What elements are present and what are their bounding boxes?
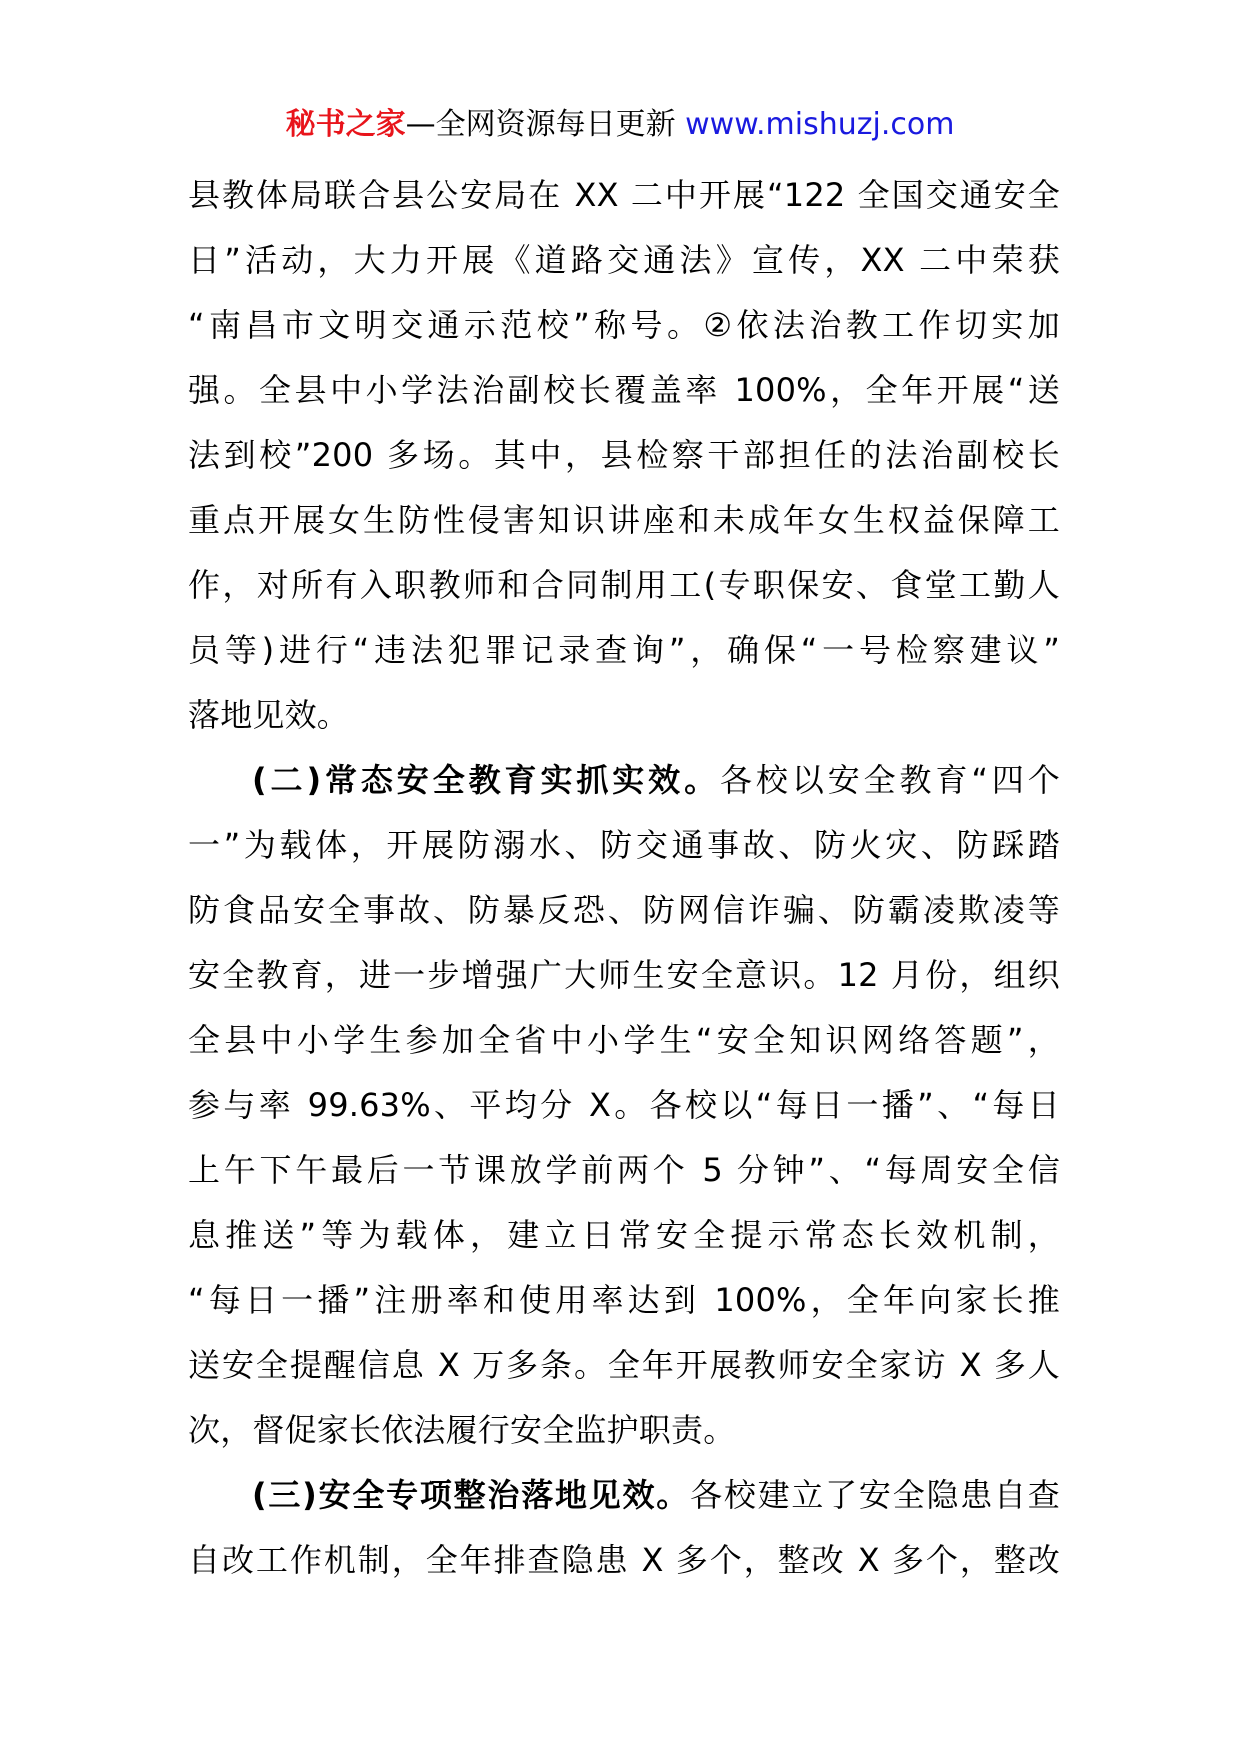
section-3-heading: (三)安全专项整治落地见效。 <box>252 1476 691 1514</box>
section-2-first-text: 各校以安全教育“四个 <box>720 761 1060 799</box>
section-3-first-text: 各校建立了安全隐患自查 <box>690 1476 1060 1514</box>
document-body <box>188 163 1060 1593</box>
text-line: 参与率 99.63%、平均分 X。各校以“每日一播”、“每日 <box>188 1086 1060 1124</box>
text-line: 作，对所有入职教师和合同制用工(专职保安、食堂工勤人 <box>188 566 1060 604</box>
section-2-first-line <box>188 748 1060 813</box>
page-header <box>0 100 1240 150</box>
text-line: 一”为载体，开展防溺水、防交通事故、防火灾、防踩踏 <box>188 826 1060 864</box>
text-line: 全县中小学生参加全省中小学生“安全知识网络答题”， <box>188 1021 1060 1059</box>
header-brand: 秘书之家 <box>285 107 406 142</box>
text-line: 重点开展女生防性侵害知识讲座和未成年女生权益保障工 <box>188 501 1060 539</box>
text-line: 息推送”等为载体，建立日常安全提示常态长效机制， <box>188 1216 1060 1254</box>
text-line: 次，督促家长依法履行安全监护职责。 <box>188 1411 736 1449</box>
text-line: 法到校”200 多场。其中，县检察干部担任的法治副校长 <box>188 436 1060 474</box>
text-line: 县教体局联合县公安局在 XX 二中开展“122 全国交通安全 <box>188 176 1060 214</box>
text-line: 自改工作机制，全年排查隐患 X 多个，整改 X 多个，整改 <box>188 1541 1060 1579</box>
text-line: 落地见效。 <box>188 696 350 734</box>
text-line: “南昌市文明交通示范校”称号。②依法治教工作切实加 <box>188 306 1060 344</box>
text-line: 强。全县中小学法治副校长覆盖率 100%，全年开展“送 <box>188 371 1060 409</box>
text-line: 送安全提醒信息 X 万多条。全年开展教师安全家访 X 多人 <box>188 1346 1060 1384</box>
text-line: 上午下午最后一节课放学前两个 5 分钟”、“每周安全信 <box>188 1151 1060 1189</box>
text-line: 防食品安全事故、防暴反恐、防网信诈骗、防霸凌欺凌等 <box>188 891 1060 929</box>
text-line: 日”活动，大力开展《道路交通法》宣传，XX 二中荣获 <box>188 241 1060 279</box>
text-line: “每日一播”注册率和使用率达到 100%，全年向家长推 <box>188 1281 1060 1319</box>
section-2-heading: (二)常态安全教育实抓实效。 <box>252 761 720 799</box>
text-line: 安全教育，进一步增强广大师生安全意识。12 月份，组织 <box>188 956 1060 994</box>
section-3-first-line <box>188 1463 1060 1528</box>
text-line: 员等)进行“违法犯罪记录查询”，确保“一号检察建议” <box>188 631 1060 669</box>
header-url[interactable]: www.mishuzj.com <box>685 107 955 142</box>
header-tagline: —全网资源每日更新 <box>405 107 676 142</box>
